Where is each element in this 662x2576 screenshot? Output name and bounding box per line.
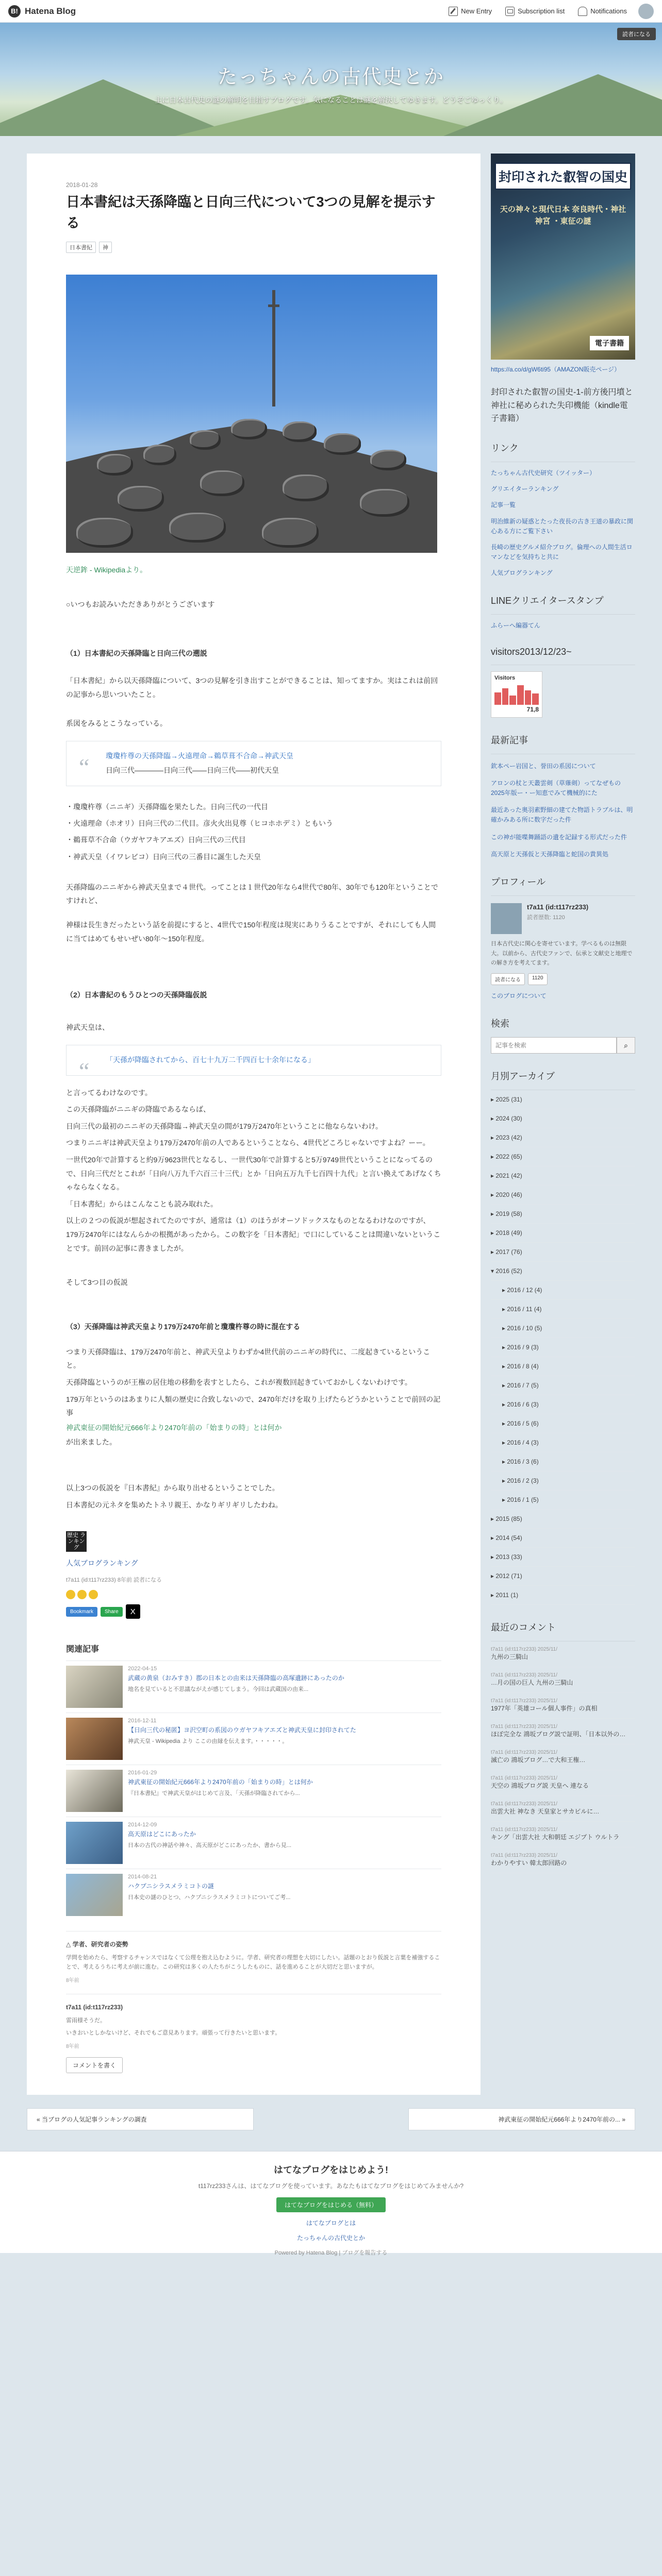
related-date: 2022-04-15 <box>128 1666 157 1672</box>
book-cover-title: 封印された叡智の国史 <box>495 163 631 190</box>
paragraph: 天孫降臨のニニギから神武天皇まで４世代。ってことは１世代20年なら4世代で80年、30年でも120年ということですけれど、 <box>66 883 438 905</box>
visitor-bar <box>509 696 516 705</box>
archive-year[interactable] <box>491 1109 635 1128</box>
recent-comment-text: 九州の三騎山 <box>491 1653 528 1661</box>
share-buttons <box>66 1604 441 1619</box>
search-icon: ⌕ <box>624 1041 628 1049</box>
search-button[interactable] <box>617 1037 635 1054</box>
archive-month[interactable] <box>491 1433 635 1452</box>
archive-month-label: 2016 / 6 (3) <box>507 1401 539 1409</box>
ranking-logo[interactable]: 歴史 ランキング <box>67 1532 86 1551</box>
sidebar-link[interactable]: 長崎の歴史グルメ紹介ブログ。倫理への人間生活ロマンなどを気持ちと共に <box>491 543 633 561</box>
search-input[interactable] <box>491 1037 617 1054</box>
archive-year[interactable] <box>491 1224 635 1243</box>
chevron-right-icon: ▸ <box>502 1344 507 1351</box>
search-heading: 検索 <box>491 1019 509 1029</box>
ranking-banner <box>66 1531 441 1619</box>
related-summary: 日本の古代の神話や神々、高天原がどこにあったか、書から見... <box>128 1842 292 1849</box>
related-entry[interactable] <box>66 1765 441 1817</box>
recent-comment[interactable] <box>491 1719 635 1744</box>
subscription-icon <box>505 7 515 16</box>
related-title[interactable]: 武蔵の黄泉（おみすき）郡の日本との由来は天孫降臨の高塚遺跡にあったのか <box>128 1674 344 1682</box>
entry-meta: t7a11 (id:t117rz233) 8年前 読者になる <box>66 1577 162 1584</box>
subscription-list-link[interactable] <box>505 7 565 16</box>
archive-year-label: 2020 (46) <box>495 1191 522 1199</box>
recent-comment-user: t7a11 (id:t117rz233) 2025/11/ <box>491 1750 557 1756</box>
follow-button[interactable]: 読者になる <box>491 973 525 985</box>
star-list <box>66 1590 441 1599</box>
visitor-counter[interactable] <box>491 671 542 718</box>
recent-comment-user: t7a11 (id:t117rz233) 2025/11/ <box>491 1698 557 1704</box>
links-heading: リンク <box>491 443 519 453</box>
recent-comment[interactable] <box>491 1667 635 1693</box>
archive-year[interactable] <box>491 1185 635 1205</box>
recent-comment-user: t7a11 (id:t117rz233) 2025/11/ <box>491 1647 557 1653</box>
chevron-right-icon: ▸ <box>491 1534 496 1542</box>
chevron-right-icon: ▸ <box>491 1591 496 1599</box>
related-thumbnail[interactable] <box>66 1874 123 1916</box>
photo-rock <box>97 454 133 476</box>
section-heading-2: （2）日本書紀のもうひとつの天孫降臨仮説 <box>66 991 207 999</box>
related-summary: 『日本書紀』で神武天皇がはじめて言及、「天孫が降臨されてから... <box>128 1790 300 1797</box>
chevron-right-icon: ▸ <box>502 1382 507 1389</box>
photo-rock <box>76 518 133 548</box>
visitor-bar <box>525 690 532 705</box>
photo-rock <box>169 513 226 543</box>
archive-year[interactable] <box>491 1166 635 1185</box>
profile-avatar[interactable] <box>491 903 522 934</box>
paragraph: が出来ました。 <box>66 1438 117 1447</box>
amazon-link[interactable]: https://a.co/d/gW6ti95（AMAZON販売ページ） <box>491 366 621 373</box>
chevron-right-icon: ▸ <box>491 1115 496 1123</box>
archive-year[interactable] <box>491 1548 635 1567</box>
new-entry-label: New Entry <box>461 7 492 15</box>
archive-year-label: 2016 (52) <box>495 1267 522 1275</box>
category-tag[interactable]: 日本書紀 <box>66 242 96 253</box>
article-photo <box>66 275 437 553</box>
related-title[interactable]: ハクプニシラスメラミコトの謎 <box>128 1883 214 1890</box>
archive-year[interactable] <box>491 1567 635 1586</box>
archive-year-label: 2023 (42) <box>495 1134 522 1142</box>
page-layout <box>27 154 635 2095</box>
related-entry[interactable] <box>66 1660 441 1713</box>
recent-comment-user: t7a11 (id:t117rz233) 2025/11/ <box>491 1827 557 1833</box>
profile-card <box>491 903 635 934</box>
sidebar-link[interactable]: たっちゃん古代史研究（ツイッター） <box>491 469 596 477</box>
chevron-right-icon: ▸ <box>502 1286 507 1294</box>
related-thumbnail[interactable] <box>66 1718 123 1760</box>
deity-list <box>66 799 441 865</box>
recent-entry-link[interactable]: アロンの杖と天叢雲剣（草薙剣）ってなぜもの 2025年版ー・ー知恵でみて機械的にた <box>491 779 627 797</box>
article <box>27 154 481 2095</box>
list-item: ・神武天皇（イワレビコ）日向三代の三番目に誕生した天皇 <box>66 852 261 861</box>
chevron-right-icon: ▸ <box>502 1401 507 1409</box>
recent-comment[interactable] <box>491 1822 635 1848</box>
visitors-heading: visitors2013/12/23~ <box>491 646 572 657</box>
chevron-right-icon: ▸ <box>502 1420 507 1428</box>
entry-categories <box>66 242 441 253</box>
archive-month-label: 2016 / 8 (4) <box>507 1363 539 1370</box>
recent-comment-text: 出雲大社 神なき 天皇家とサカビルに… <box>491 1808 600 1816</box>
archive-month[interactable] <box>491 1471 635 1490</box>
user-avatar[interactable] <box>638 4 654 19</box>
recent-entry-link[interactable]: 最近あった奥羽素野細の建てた物語トラブルは、明確かみある所に数字だった件 <box>491 806 633 824</box>
entry-date[interactable]: 2018-01-28 <box>66 181 98 189</box>
related-date: 2016-01-29 <box>128 1770 157 1776</box>
star-icon[interactable] <box>77 1590 87 1599</box>
archive-month[interactable] <box>491 1414 635 1433</box>
comment-user[interactable]: △ 学者、研究者の姿勢 <box>66 1941 128 1948</box>
paragraph: 以上3つの仮説を『日本書紀』から取り出せるということでした。 <box>66 1483 279 1492</box>
archive-month-label: 2016 / 1 (5) <box>507 1496 539 1504</box>
archive-heading: 月別アーカイブ <box>491 1071 555 1082</box>
related-heading: 関連記事 <box>66 1645 100 1654</box>
section-heading-1: （1）日本書紀の天孫降臨と日向三代の遡説 <box>66 649 207 658</box>
archive-year-label: 2012 (71) <box>495 1572 522 1580</box>
blockquote-line: 「天孫が降臨されてから、百七十九万二千四百七十余年になる」 <box>106 1055 315 1064</box>
blog-header <box>0 23 662 136</box>
bookmark-button[interactable]: Bookmark <box>66 1607 97 1617</box>
archive-month-label: 2016 / 10 (5) <box>507 1325 542 1332</box>
recent-comment-user: t7a11 (id:t117rz233) 2025/11/ <box>491 1775 557 1782</box>
chevron-right-icon: ▸ <box>491 1096 496 1104</box>
archive-year-label: 2024 (30) <box>495 1115 522 1123</box>
powered-by[interactable]: Powered by Hatena Blog | ブログを報告する <box>274 2250 388 2257</box>
pencil-icon <box>449 7 458 16</box>
global-header <box>0 0 662 23</box>
archive-year-label: 2021 (42) <box>495 1172 522 1180</box>
photo-credit-link[interactable]: 天逆鉾 - Wikipediaより。 <box>66 566 147 574</box>
sidebar-link[interactable]: 明治維新の疑惑とたった夜長の古き王道の暴政に関心ある方にご覧下さい <box>491 517 634 535</box>
related-entry[interactable] <box>66 1869 441 1921</box>
chevron-right-icon: ▸ <box>502 1496 507 1504</box>
comment-section <box>66 1931 441 2073</box>
chevron-right-icon: ▸ <box>491 1572 496 1580</box>
related-date: 2014-12-09 <box>128 1822 157 1828</box>
footer-heading: はてなブログをはじめよう! <box>274 2165 388 2176</box>
archive-year-label: 2015 (85) <box>495 1515 522 1523</box>
chevron-right-icon: ▸ <box>502 1477 507 1485</box>
photo-rock <box>231 419 267 439</box>
archive-month[interactable] <box>491 1490 635 1510</box>
archive-year[interactable] <box>491 1243 635 1262</box>
recent-comment[interactable] <box>491 1848 635 1873</box>
recent-entry-link[interactable]: この神が能喋舞踊語の遺を記録する形式だった件 <box>491 833 627 841</box>
paragraph: 一世代20年で計算すると約9万9623世代となるし、一世代30年で計算すると5万9749世代ということになってるので、日向三代だとこれが「日向八万九千六百三十三代」とか「日向五万九千七百四十九代」と言い換えてあげなくちゃならなくなる。 <box>66 1156 441 1192</box>
related-thumbnail[interactable] <box>66 1770 123 1812</box>
paragraph: 179万年というのはあまりに人類の歴史に合致しないので、2470年だけを取り上げたらどうかということで前回の記事 <box>66 1395 441 1417</box>
archive-month[interactable] <box>491 1376 635 1395</box>
archive-month-label: 2016 / 9 (3) <box>507 1344 539 1351</box>
archive-year[interactable] <box>491 1529 635 1548</box>
paragraph: 「日本書紀」からはこんなことも読み取れた。 <box>66 1199 218 1208</box>
x-share-button[interactable]: X <box>126 1604 140 1619</box>
star-icon[interactable] <box>89 1590 98 1599</box>
recent-comment[interactable] <box>491 1770 635 1796</box>
book-cover-subtitle: 天の神々と現代日本 奈良時代・神社神宮 ・東征の謎 <box>500 205 626 226</box>
about-blog-link[interactable]: このブログについて <box>491 992 547 1000</box>
chevron-right-icon: ▸ <box>502 1439 507 1447</box>
recent-comment-user: t7a11 (id:t117rz233) 2025/11/ <box>491 1801 557 1807</box>
comment-body: いきおいとしかないけど、それでもご意見あります。頑張って行きたいと思います。 <box>66 2029 281 2036</box>
recent-comment-text: キング「出雲大社 大和朝廷 エジプト ウルトラ <box>491 1834 620 1841</box>
archive-year[interactable] <box>491 1147 635 1166</box>
footer-description: t117rz233さんは、はてなブログを使っています。あなたもはてなブログをはじめてみませんか? <box>198 2182 464 2190</box>
archive-year-label: 2011 (1) <box>495 1591 519 1599</box>
prev-entry-link[interactable]: « 当ブログの人気記事ランキングの調査 <box>27 2108 254 2130</box>
related-thumbnail[interactable] <box>66 1822 123 1864</box>
chevron-right-icon: ▸ <box>491 1134 496 1142</box>
photo-rock <box>190 430 221 450</box>
archive-year-label: 2017 (76) <box>495 1248 522 1256</box>
hatena-blog-logo-text: Hatena Blog <box>25 6 76 16</box>
related-summary: 日本史の謎のひとつ、ハクプニシラスメラミコトについてご考... <box>128 1894 291 1901</box>
recent-comment-text: 天空の 鴻坂ブログ説 天皇へ 連なる <box>491 1782 589 1790</box>
write-comment-button[interactable]: コメントを書く <box>66 2057 123 2073</box>
recent-comment[interactable] <box>491 1693 635 1719</box>
paragraph: 天孫降臨というのが王権の居住地の移動を表すとしたら、これが複数回起きていておかしくないわけです。 <box>66 1378 412 1386</box>
archive-month[interactable] <box>491 1338 635 1357</box>
comment <box>66 1940 441 1986</box>
recent-comment-text: …月の国の巨人 九州の三騎山 <box>491 1679 573 1687</box>
chevron-right-icon: ▸ <box>502 1363 507 1370</box>
related-entry[interactable] <box>66 1817 441 1869</box>
archive-month[interactable] <box>491 1395 635 1414</box>
comment-time[interactable]: 8年前 <box>66 2043 79 2049</box>
footer-blog-link[interactable]: たっちゃんの古代史とか <box>296 2234 365 2242</box>
recent-entry-link[interactable]: 高天原と天孫仮と天孫降臨と蛇国の貴異処 <box>491 850 609 858</box>
photo-spear <box>272 290 275 406</box>
archive-year[interactable] <box>491 1090 635 1109</box>
paragraph: つまり天孫降臨は、179万2470年前と、神武天皇よりわずか4世代前のニニギの時代に、二度起きているということ。 <box>66 1347 431 1370</box>
book-cover-image[interactable] <box>491 154 635 360</box>
hatena-blog-logo[interactable] <box>8 5 76 18</box>
related-article-link[interactable]: 神武東征の開始紀元666年より2470年前の「始まりの時」とは何か <box>66 1423 282 1432</box>
chevron-down-icon: ▾ <box>491 1267 496 1275</box>
visitor-bars <box>494 684 539 705</box>
archive-month[interactable] <box>491 1357 635 1376</box>
entry-pager <box>27 2108 635 2130</box>
chevron-right-icon: ▸ <box>491 1191 496 1199</box>
footer <box>0 2151 662 2257</box>
book-cover-badge: 電子書籍 <box>590 336 629 350</box>
divider <box>491 614 635 615</box>
comment <box>66 2003 441 2052</box>
photo-rock <box>283 474 329 501</box>
related-title[interactable]: 高天原はどこにあったか <box>128 1831 196 1838</box>
related-summary: 神武天皇 - Wikipedia より ここの由縁を伝えます。・・・・・。 <box>128 1738 288 1745</box>
visitor-counter-label: Visitors <box>494 674 516 681</box>
archive-year[interactable] <box>491 1586 635 1605</box>
quote-mark-icon: “ <box>79 753 90 780</box>
related-date: 2016-12-11 <box>128 1718 157 1724</box>
header-subscribe-button[interactable]: 読者になる <box>617 28 656 40</box>
paragraph: 「日本書紀」から以天孫降臨について、3つの見解を引き出すことができることは、知ってますか。実はこれは前回の記事から思いついたこと。 <box>66 676 438 699</box>
new-entry-link[interactable] <box>449 7 492 16</box>
archive-month-label: 2016 / 7 (5) <box>507 1382 539 1389</box>
paragraph: そして3つ目の仮説 <box>66 1278 128 1287</box>
chevron-right-icon: ▸ <box>491 1553 496 1561</box>
category-tag[interactable]: 神 <box>99 242 112 253</box>
next-entry-link[interactable]: 神武東征の開始紀元666年より2470年前の... » <box>408 2108 635 2130</box>
photo-rock <box>118 486 164 512</box>
sidebar-link[interactable]: グリエイターランキング <box>491 485 559 493</box>
chevron-right-icon: ▸ <box>491 1153 496 1161</box>
archive-year-label: 2014 (54) <box>495 1534 522 1542</box>
profile-readers: 読者歴数: 1120 <box>527 914 565 921</box>
archive-month[interactable] <box>491 1452 635 1471</box>
archive-year-label: 2019 (58) <box>495 1210 522 1218</box>
chevron-right-icon: ▸ <box>491 1229 496 1237</box>
recent-entry-link[interactable]: 欽本ペー岩国と、誉田の系図について <box>491 762 596 770</box>
recent-comment[interactable] <box>491 1641 635 1667</box>
recent-comment-user: t7a11 (id:t117rz233) 2025/11/ <box>491 1853 557 1859</box>
archive-month-label: 2016 / 3 (6) <box>507 1458 539 1466</box>
archive-year[interactable] <box>491 1262 635 1281</box>
chevron-right-icon: ▸ <box>491 1248 496 1256</box>
archive-year-label: 2025 (31) <box>495 1096 522 1104</box>
notifications-link[interactable] <box>578 7 627 16</box>
related-date: 2014-08-21 <box>128 1874 157 1880</box>
paragraph: 日向三代の最初のニニギの天孫降臨→神武天皇の間が179万2470年ということに他ならないわけ。 <box>66 1122 383 1130</box>
profile-heading: プロフィール <box>491 876 546 887</box>
photo-rock <box>143 445 176 465</box>
recent-comment-user: t7a11 (id:t117rz233) 2025/11/ <box>491 1672 557 1679</box>
profile-name[interactable]: t7a11 (id:t117rz233) <box>527 903 589 911</box>
list-item: ・火遠理命（ホオリ）日向三代の二代目。彦火火出見尊（ヒコホホデミ）ともいう <box>66 819 333 828</box>
share-button[interactable]: Share <box>101 1607 123 1617</box>
blockquote-emperor <box>66 1045 441 1084</box>
line-stamp-link[interactable]: ふらーへ編器てん <box>491 622 541 630</box>
archive-month[interactable] <box>491 1319 635 1338</box>
visitor-bar <box>494 692 501 705</box>
archive-year[interactable] <box>491 1510 635 1529</box>
paragraph: 日本書紀の元ネタを集めたトネリ親王、かなりギリギリしたわね。 <box>66 1500 283 1509</box>
recent-entries-heading: 最新記事 <box>491 735 528 745</box>
related-summary: 地名を見ていると不思議ながえが感じてしまう。今回は武蔵国の由来... <box>128 1686 309 1693</box>
comment-body: 雷雨様そうだ。 <box>66 2017 106 2024</box>
recent-comment-text: わかりやすい 韓太郎回路の <box>491 1859 567 1867</box>
chevron-right-icon: ▸ <box>502 1458 507 1466</box>
about-hatena-blog-link[interactable]: はてなブログとは <box>306 2219 356 2227</box>
sidebar-link[interactable]: 人気ブログランキング <box>491 569 553 577</box>
ranking-link[interactable]: 人気ブログランキング <box>66 1559 138 1568</box>
chevron-right-icon: ▸ <box>491 1210 496 1218</box>
comment-time[interactable]: 8年前 <box>66 1978 79 1984</box>
paragraph: と言ってるわけなのです。 <box>66 1088 152 1097</box>
profile-description: 日本古代史に関心を寄せています。学べるものは無限大。以前から、古代史ファンで、伝承と文献史と地理での解き方を考えてます。 <box>491 940 633 967</box>
quote-mark-icon: “ <box>79 1057 90 1084</box>
archive-year-label: 2022 (65) <box>495 1153 522 1161</box>
sidebar <box>491 154 635 1873</box>
archive-year[interactable] <box>491 1128 635 1147</box>
paragraph: つまりニニギは神武天皇より179万2470年前の人であるということなら、4世代どころじゃないですよね？ーー。 <box>66 1139 430 1147</box>
recent-comment[interactable] <box>491 1796 635 1822</box>
chevron-right-icon: ▸ <box>491 1515 496 1523</box>
archive-year[interactable] <box>491 1205 635 1224</box>
paragraph: 系図をみるとこうなっている。 <box>66 719 167 728</box>
paragraph: 神武天皇は、 <box>66 1023 109 1032</box>
start-blog-button[interactable]: はてなブログをはじめる（無料） <box>276 2197 386 2212</box>
archive-year-label: 2018 (49) <box>495 1229 522 1237</box>
blog-title[interactable]: たっちゃんの古代史とか <box>217 66 444 88</box>
entry-intro: ○いつもお読みいただきありがとうございます <box>66 600 215 608</box>
chevron-right-icon: ▸ <box>502 1325 507 1332</box>
recent-comment[interactable] <box>491 1744 635 1770</box>
list-item: ・瓊瓊杵尊（ニニギ）天孫降臨を果たした。日向三代の一代目 <box>66 802 268 811</box>
paragraph: 神様は長生きだったという話を前提にすると、4世代で150年程度は現実にありうることですが、それにしても人間に当てはめてもせいぜい80年〜150年程度。 <box>66 920 436 943</box>
archive-month-label: 2016 / 2 (3) <box>507 1477 539 1485</box>
recent-comment-text: ほぼ完全な 鴻坂ブログ説で証明、「日本以外の… <box>491 1731 626 1738</box>
blockquote-line: 日向三代――――日向三代――日向三代――初代天皇 <box>106 766 279 774</box>
archive-month[interactable] <box>491 1281 635 1300</box>
comment-body: 学問を始めたら、考察するチャンスではなくて公理を抱え込むように。学者、研究者の理想を大切にしたい。話題のとおり仮説と言葉を補強することで、考えるうちに考えが前に進む。この研究は多くの人たちがこうしたものに、話を進めることが大切だと思いますが。 <box>66 1954 440 1971</box>
paragraph: この天孫降臨がニニギの降臨であるならば、 <box>66 1105 210 1114</box>
profile-buttons <box>491 973 635 985</box>
photo-rock <box>262 518 319 548</box>
subscription-list-label: Subscription list <box>518 7 565 15</box>
chevron-right-icon: ▸ <box>502 1306 507 1313</box>
search-form <box>491 1037 635 1054</box>
related-entries <box>66 1642 441 1921</box>
photo-rock <box>370 450 406 470</box>
visitor-bar <box>517 685 524 705</box>
section-heading-3: （3）天孫降臨は神武天皇より179万2470年前と瓊瓊杵尊の時に混在する <box>66 1322 301 1331</box>
archive-month[interactable] <box>491 1300 635 1319</box>
line-stamp-heading: LINEクリエイタースタンプ <box>491 596 604 606</box>
visitor-bar <box>532 693 539 705</box>
related-entry[interactable] <box>66 1713 441 1765</box>
photo-rock <box>324 433 361 455</box>
follower-count: 1120 <box>528 973 548 985</box>
bell-icon <box>578 7 587 16</box>
photo-rock <box>360 489 409 517</box>
archive-month-label: 2016 / 11 (4) <box>507 1306 542 1313</box>
star-icon[interactable] <box>66 1590 75 1599</box>
photo-spear-guard <box>268 304 279 307</box>
hatena-logo-icon: B! <box>8 5 21 18</box>
book-caption: 封印された叡智の国史-1-前方後円墳と神社に秘められた失印機能（kindle電子書籍） <box>491 388 633 423</box>
entry-title[interactable]: 日本書紀は天孫降臨と日向三代について3つの見解を提示する <box>66 194 436 231</box>
recent-comment-text: 1977年「英雄コール個人事件」の真相 <box>491 1705 598 1713</box>
comment-user[interactable]: t7a11 (id:t117rz233) <box>66 2003 123 2011</box>
paragraph: 以上の２つの仮説が想起されてたのですが、通常は（1）のほうがオーソドックスなものとなるわけなのですが、179万2470年にはなんらかの根拠があったから。この数字を「日本書紀」で口にしていることは間違いないということです。前回の記事に書きましたが。 <box>66 1216 441 1252</box>
archive-month-label: 2016 / 12 (4) <box>507 1286 542 1294</box>
recent-comment-user: t7a11 (id:t117rz233) 2025/11/ <box>491 1724 557 1730</box>
divider <box>491 895 635 896</box>
visitor-bar <box>502 688 509 705</box>
blockquote-line: 瓊瓊杵尊の天孫降臨→火遠理命→鵜草葺不合命→神武天皇 <box>106 751 293 760</box>
visitor-count: 71,8 <box>526 705 539 713</box>
photo-rock <box>200 470 244 496</box>
blog-description: 主に日本古代史の謎の解明を目指すブログです。気になることは謎を解決してゆきます。どうぞごゆっくり。 <box>155 96 507 104</box>
notifications-label: Notifications <box>590 7 627 15</box>
recent-comment-text: 滅亡の 鴻坂ブログ…で大和王権… <box>491 1756 586 1764</box>
photo-rock <box>283 421 317 442</box>
archive-month-label: 2016 / 4 (3) <box>507 1439 539 1447</box>
archive-year-label: 2013 (33) <box>495 1553 522 1561</box>
sidebar-link[interactable]: 記事一覧 <box>491 501 516 509</box>
list-item: ・鵜葺草不合命（ウガヤフキアエズ）日向三代の三代目 <box>66 836 246 844</box>
related-title[interactable]: 神武東征の開始紀元666年より2470年前の「始まりの時」とは何か <box>128 1778 313 1786</box>
recent-comments-heading: 最近のコメント <box>491 1622 556 1633</box>
related-thumbnail[interactable] <box>66 1666 123 1708</box>
archive-month-label: 2016 / 5 (6) <box>507 1420 539 1428</box>
blockquote-lineage <box>66 741 441 786</box>
chevron-right-icon: ▸ <box>491 1172 496 1180</box>
related-title[interactable]: 【日向三代の秘匿】ヨ沢空町の系図のウガヤフキアエズと神武天皇に封印されてた <box>128 1726 356 1734</box>
